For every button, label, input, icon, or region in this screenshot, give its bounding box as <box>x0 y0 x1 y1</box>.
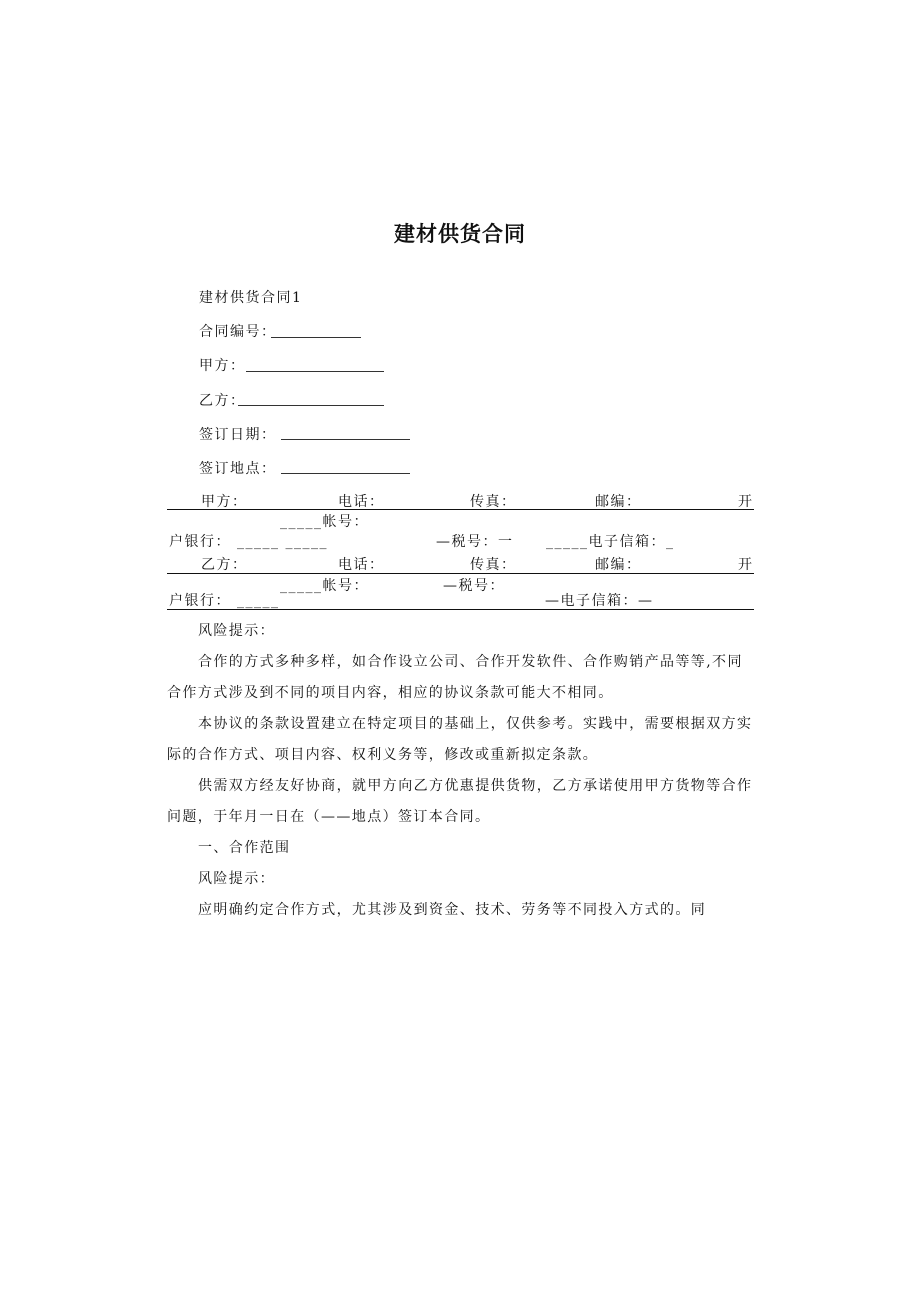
info-b-top-rule <box>167 573 754 574</box>
info-b-phone-label: 电话： <box>338 557 385 573</box>
info-b-party-label: 乙方： <box>201 557 248 573</box>
paragraph-3: 供需双方经友好协商，就甲方向乙方优惠提供货物，乙方承诺使用甲方货物等合作问题，于年月一日在（——地点）签订本合同。 <box>167 778 753 825</box>
info-a-open-label: 开 <box>738 494 754 510</box>
party-b-label: 乙方： <box>199 393 246 409</box>
info-b-bottom-rule <box>167 609 754 610</box>
paragraph-1: 合作的方式多种多样，如合作设立公司、合作开发软件、合作购销产品等等,不同合作方式涉及到不同的项目内容，相应的协议条款可能大不相同。 <box>167 654 743 701</box>
info-b-email-label: —电子信箱：— <box>545 593 654 609</box>
info-a-top-rule <box>167 509 754 510</box>
contract-body <box>167 616 754 926</box>
document-subtitle: 建材供货合同1 <box>199 290 303 306</box>
paragraph-2: 本协议的条款设置建立在特定项目的基础上，仅供参考。实践中，需要根据双方实际的合作方式、项目内容、权利义务等，修改或重新拟定条款。 <box>167 716 753 763</box>
info-a-bank-label: 户银行： <box>169 534 231 550</box>
contract-no-field[interactable] <box>271 337 361 338</box>
info-a-account-label: _____帐号： <box>280 514 369 530</box>
contract-no-label: 合同编号： <box>199 324 277 340</box>
info-a-tax-label: —税号：一 <box>436 534 514 550</box>
party-a-field[interactable] <box>246 371 384 372</box>
section-heading-1: 一、合作范围 <box>198 840 291 856</box>
info-a-email-label: _____电子信箱：_ <box>546 534 675 550</box>
party-b-field[interactable] <box>238 405 384 406</box>
sign-place-field[interactable] <box>281 473 410 474</box>
info-b-account-label: _____帐号： <box>280 578 369 594</box>
info-b-tax-label: —税号： <box>443 578 505 594</box>
document-title: 建材供货合同 <box>394 222 526 246</box>
info-a-bank-blanks[interactable]: _____ _____ <box>237 534 328 550</box>
info-a-phone-label: 电话： <box>338 494 385 510</box>
info-a-postcode-label: 邮编： <box>595 494 642 510</box>
info-a-party-label: 甲方： <box>201 494 248 510</box>
info-a-fax-label: 传真： <box>470 494 517 510</box>
info-b-open-label: 开 <box>738 557 754 573</box>
risk-label-1: 风险提示： <box>198 623 275 639</box>
info-b-fax-label: 传真： <box>470 557 517 573</box>
info-b-bank-label: 户银行： <box>169 593 231 609</box>
sign-place-label: 签订地点： <box>199 461 277 477</box>
sign-date-field[interactable] <box>281 439 410 440</box>
risk-label-2: 风险提示： <box>198 871 275 887</box>
info-b-postcode-label: 邮编： <box>595 557 642 573</box>
party-a-label: 甲方： <box>199 358 246 374</box>
paragraph-4: 应明确约定合作方式，尤其涉及到资金、技术、劳务等不同投入方式的。同 <box>198 902 707 918</box>
sign-date-label: 签订日期： <box>199 427 277 443</box>
info-b-bank-blanks[interactable]: _____ <box>237 593 280 609</box>
